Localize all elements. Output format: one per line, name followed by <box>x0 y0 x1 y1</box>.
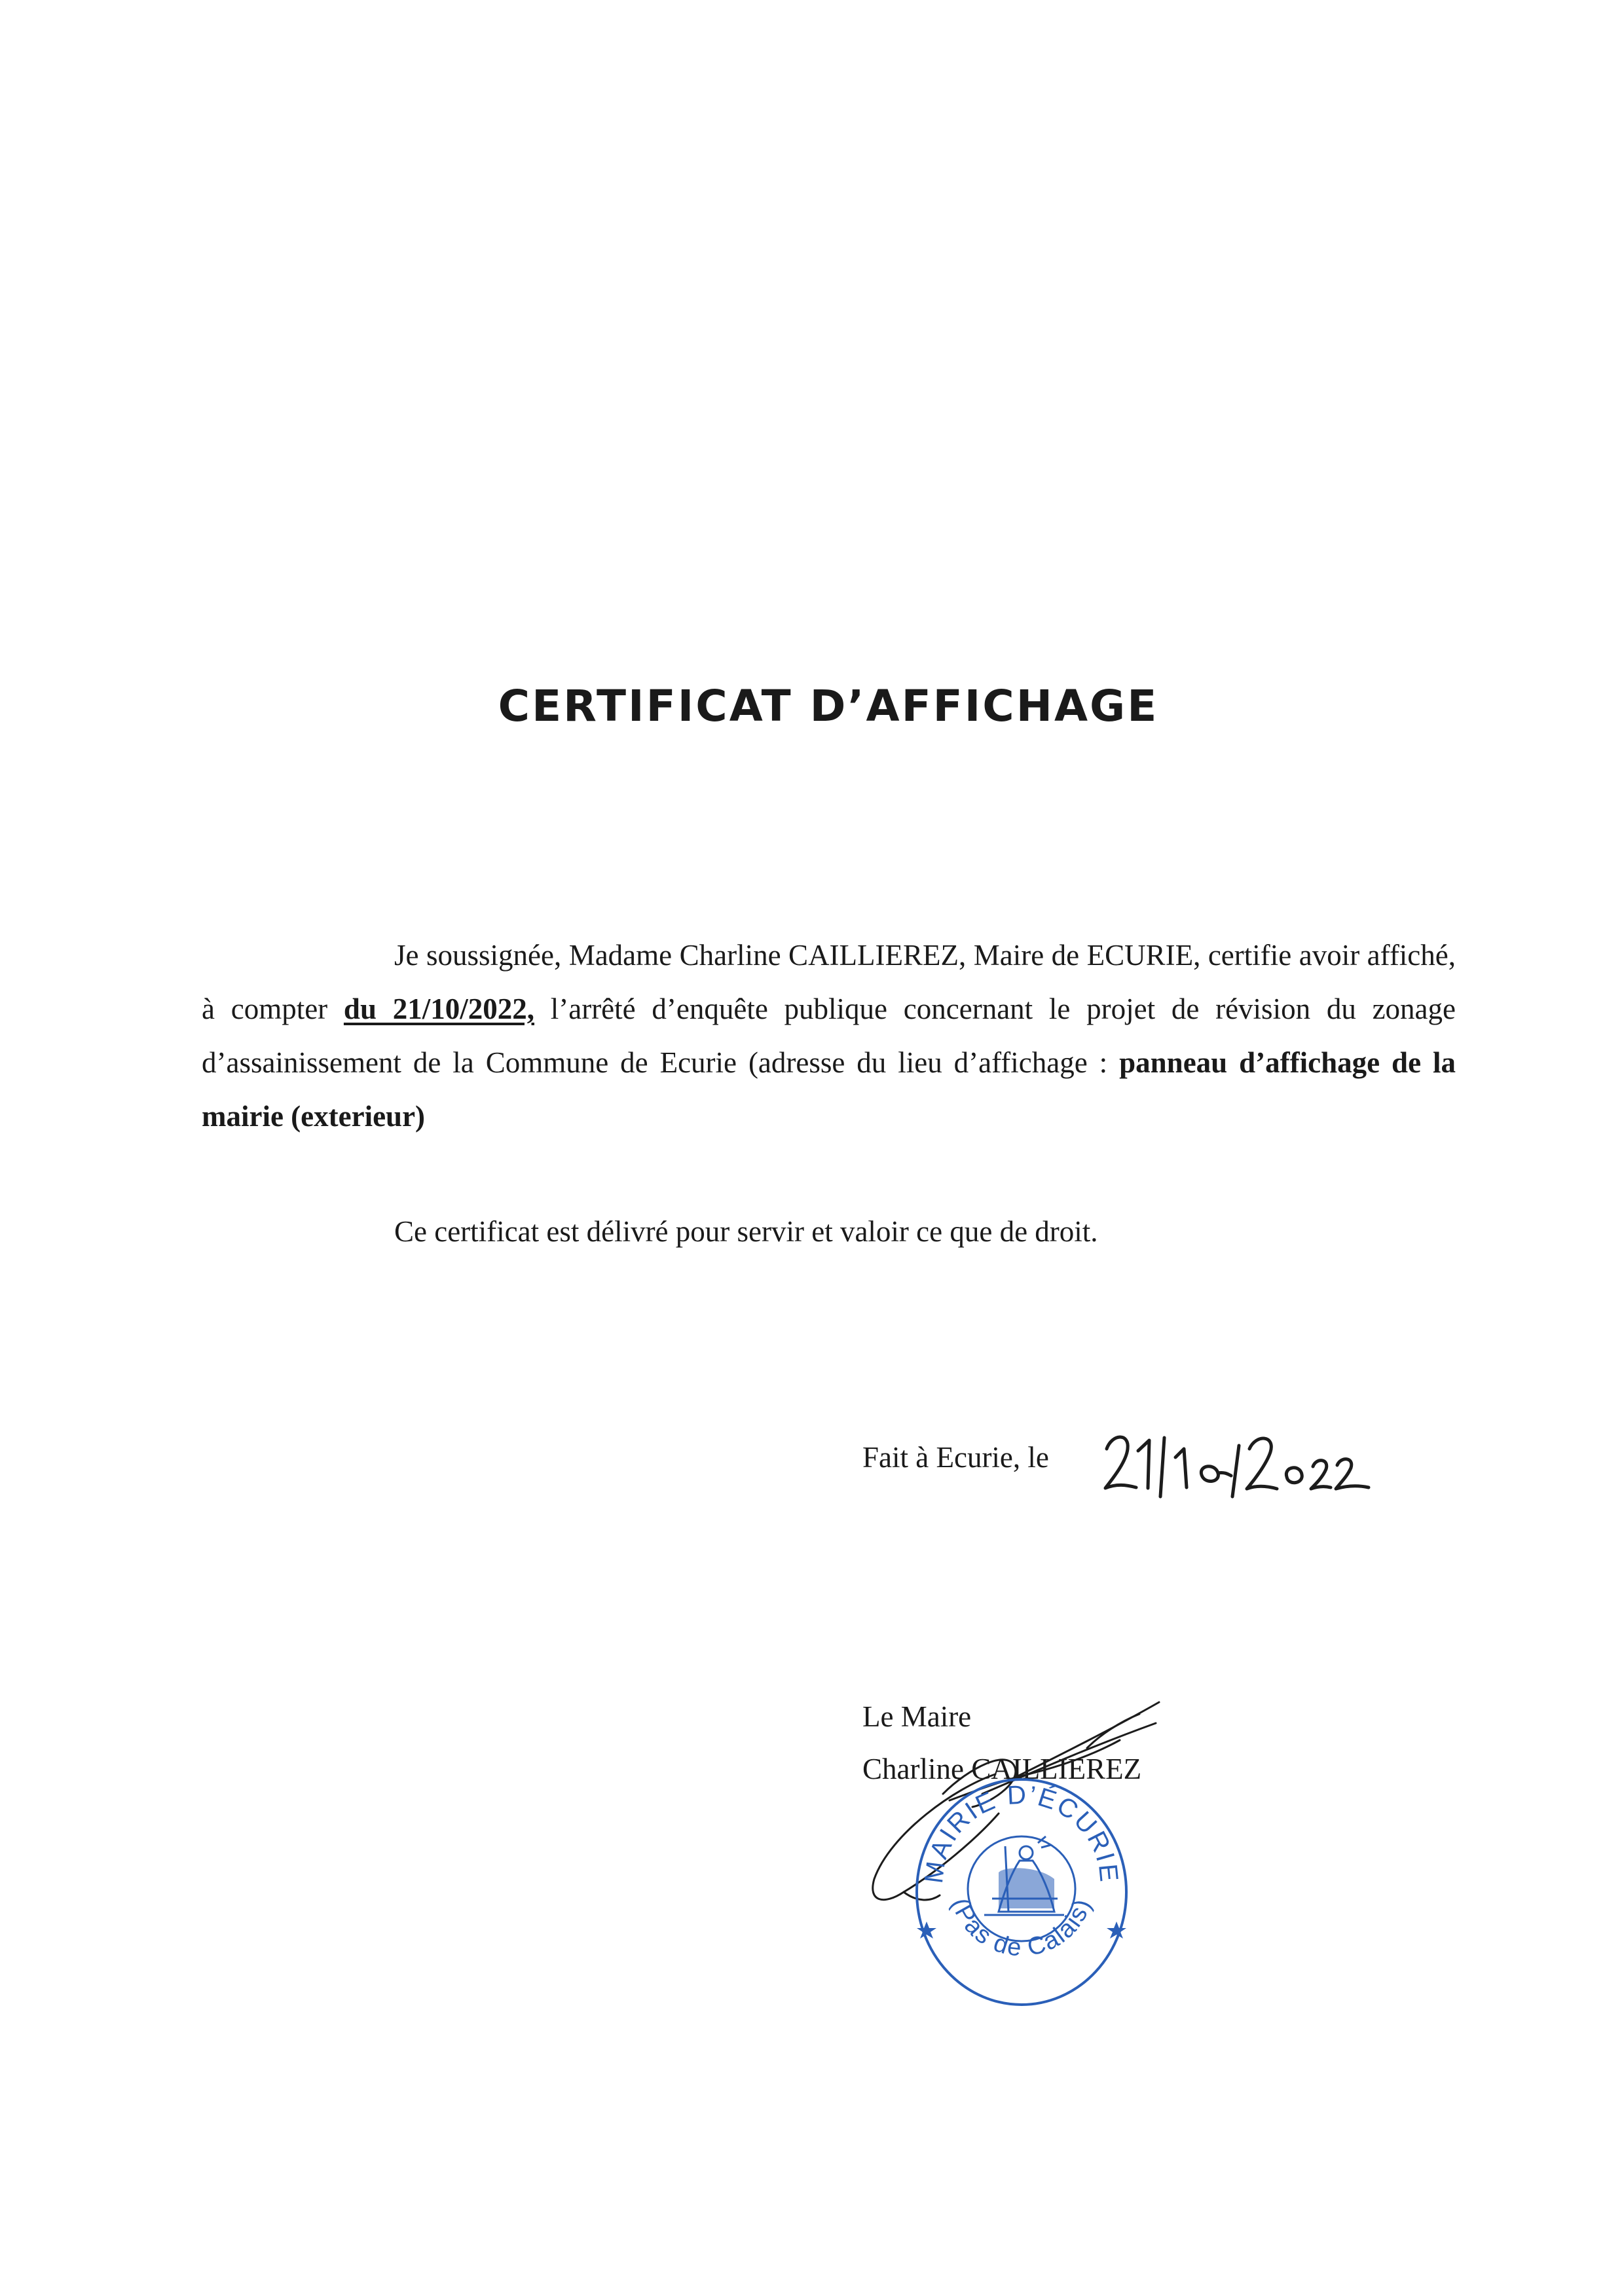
certificate-paragraph <box>202 928 1456 1143</box>
closing-paragraph: Ce certificat est délivré pour servir et valoir ce que de droit. <box>394 1215 1098 1248</box>
town-hall-stamp <box>907 1768 1136 2016</box>
posting-start-date: du 21/10/2022, <box>343 993 534 1025</box>
handwritten-date <box>1100 1419 1375 1504</box>
document-title: CERTIFICAT D’AFFICHAGE <box>498 681 1159 731</box>
posting-location: panneau d’affichage de la mairie (exterieur) <box>202 1046 1456 1133</box>
paragraph-text-part1: Je soussignée, Madame Charline CAILLIEREZ, Maire de ECURIE, certifie avoir affiché, à compter <box>202 939 1456 1025</box>
signatory-name: Charline CAILLIEREZ <box>862 1753 1142 1785</box>
signatory-title: Le Maire <box>862 1700 972 1733</box>
svg-text:(Pas de Calais): (Pas de Calais) <box>946 1895 1098 1962</box>
place-date-label: Fait à Ecurie, le <box>862 1441 1049 1474</box>
paragraph-text-part2: l’arrêté d’enquête publique concernant le projet de révision du zonage d’assainissement de la Commune de Ecurie (adresse du lieu d’affichage : <box>202 993 1456 1079</box>
svg-text:MAIRIE D’ÉCURIE: MAIRIE D’ÉCURIE <box>919 1780 1124 1886</box>
